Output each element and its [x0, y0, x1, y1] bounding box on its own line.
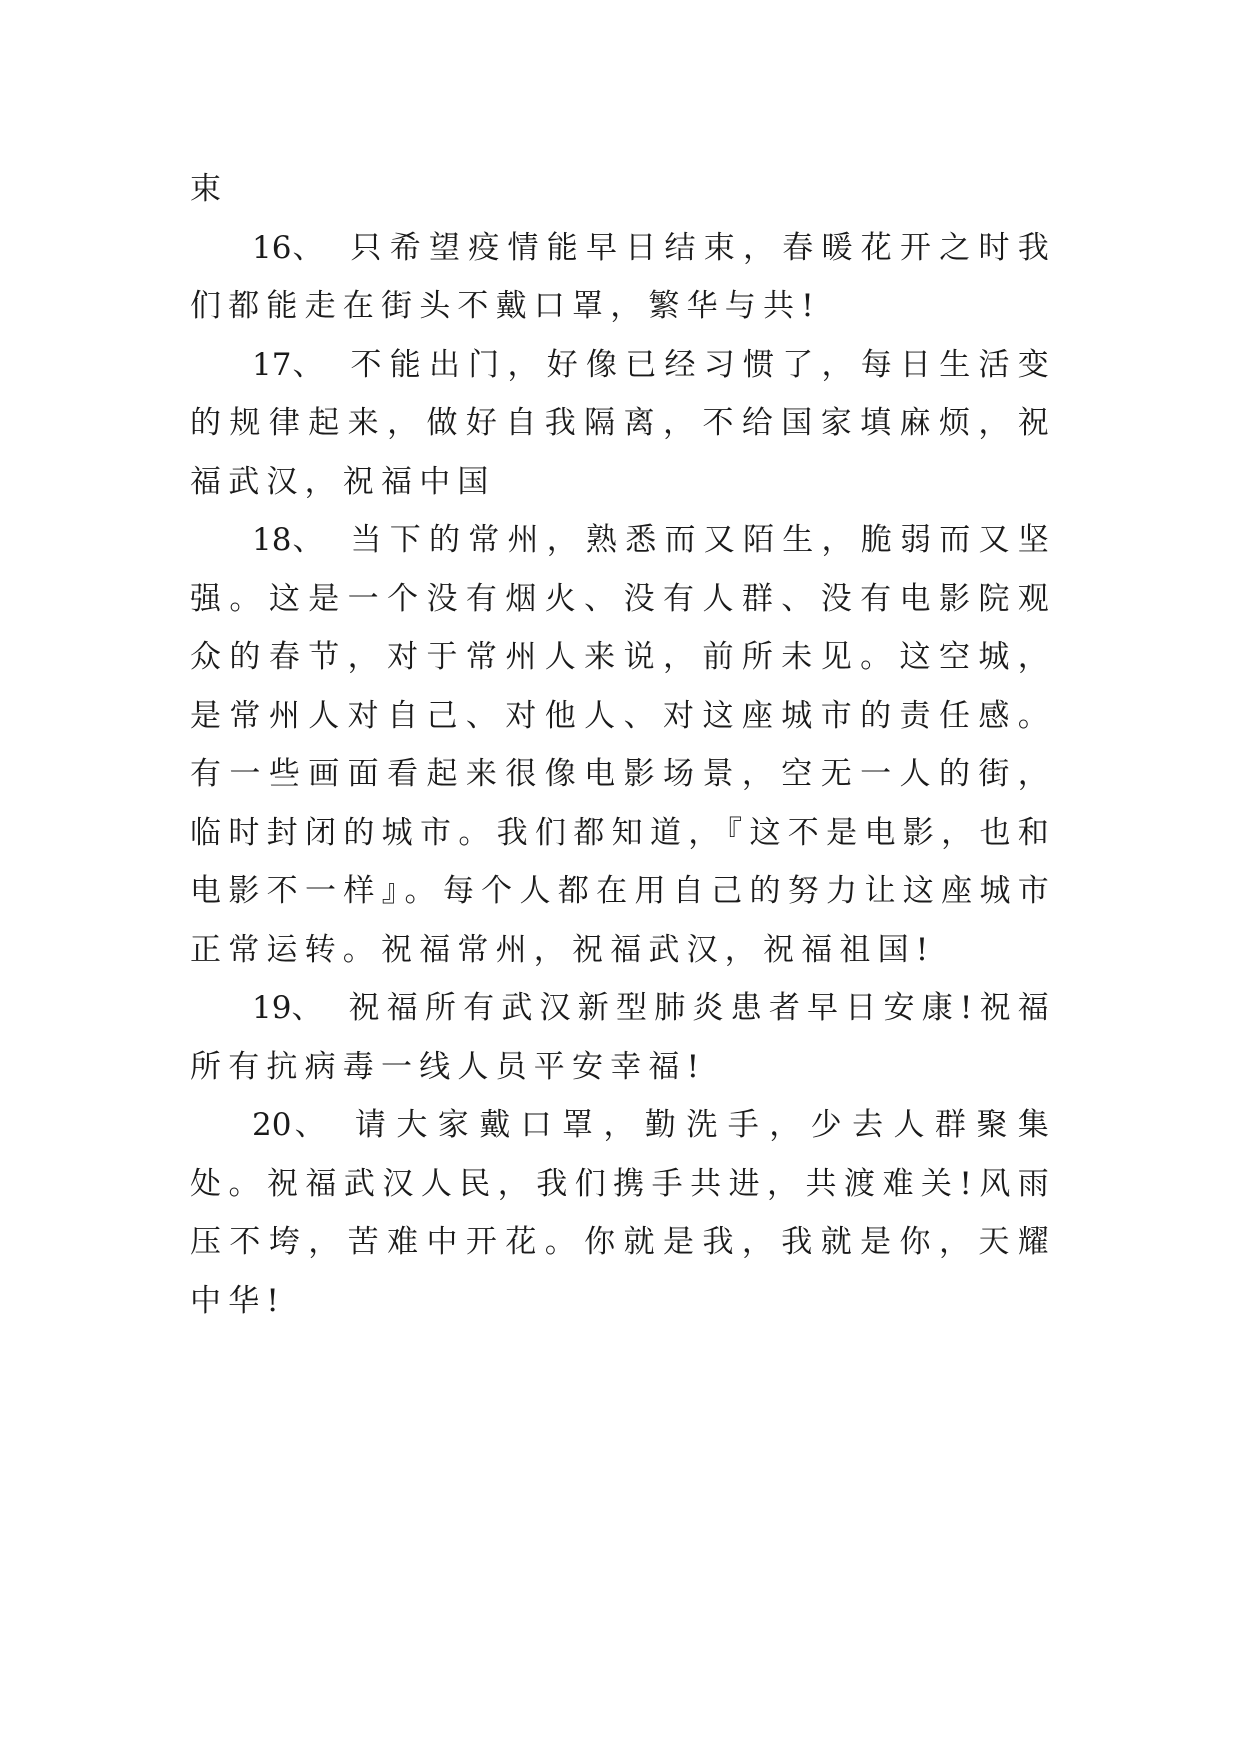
paragraph-18 [190, 511, 1056, 979]
paragraph-text: 请大家戴口罩，勤洗手，少去人群聚集处。祝福武汉人民，我们携手共进，共渡难关!风雨压不垮，苦难中开花。你就是我，我就是你，天耀中华! [190, 1107, 1056, 1319]
paragraph-number: 20、 [252, 1107, 329, 1143]
paragraph-number: 19、 [252, 990, 323, 1026]
paragraph-17 [190, 336, 1056, 512]
paragraph-20 [190, 1096, 1056, 1330]
paragraph-number: 17、 [252, 346, 325, 383]
continued-fragment: 束 [190, 171, 229, 207]
paragraph-19 [190, 979, 1056, 1096]
paragraph-text: 不能出门，好像已经习惯了，每日生活变的规律起来，做好自我隔离，不给国家填麻烦，祝福武汉，祝福中国 [190, 346, 1056, 500]
paragraph-text: 当下的常州，熟悉而又陌生，脆弱而又坚强。这是一个没有烟火、没有人群、没有电影院观众的春节，对于常州人来说，前所未见。这空城，是常州人对自己、对他人、对这座城市的责任感。有一些画面看起来很像电影场景，空无一人的街，临时封闭的城市。我们都知道，『这不是电影，也和电影不一样』。每个人都在用自己的努力让这座城市正常运转。祝福常州，祝福武汉，祝福祖国! [190, 522, 1056, 968]
document-body [190, 160, 1056, 1330]
paragraph-16 [190, 219, 1056, 336]
paragraph-number: 18、 [252, 522, 325, 558]
paragraph-number: 16、 [252, 229, 325, 266]
paragraph-text: 只希望疫情能早日结束，春暖花开之时我们都能走在街头不戴口罩，繁华与共! [190, 229, 1056, 324]
paragraph-text: 祝福所有武汉新型肺炎患者早日安康!祝福所有抗病毒一线人员平安幸福! [190, 990, 1056, 1085]
